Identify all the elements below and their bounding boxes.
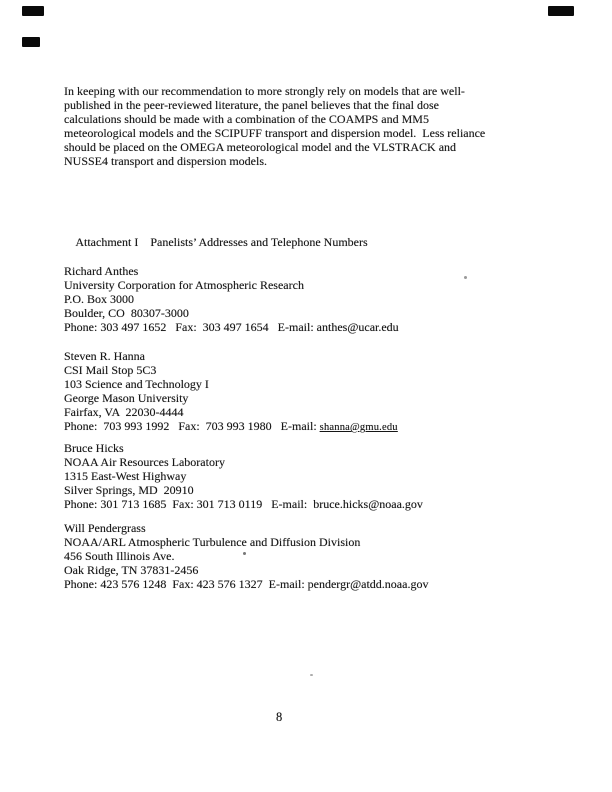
contact-name: Bruce Hicks — [64, 441, 124, 455]
scan-artifact-mark — [548, 6, 574, 16]
contact-name: Steven R. Hanna — [64, 349, 145, 363]
paragraph-line: NUSSE4 transport and dispersion models. — [64, 154, 267, 168]
contact-block — [64, 264, 399, 334]
contact-phone-line: Phone: 303 497 1652 Fax: 303 497 1654 E-mail: anthes@ucar.edu — [64, 320, 399, 334]
paragraph-line: should be placed on the OMEGA meteorological model and the VLSTRACK and — [64, 140, 457, 154]
contact-phone-line: Phone: 423 576 1248 Fax: 423 576 1327 E-mail: pendergr@atdd.noaa.gov — [64, 577, 429, 591]
contact-phone-line — [64, 419, 398, 435]
contact-block — [64, 349, 398, 435]
contact-address-line: NOAA Air Resources Laboratory — [64, 455, 225, 469]
contact-address-line: George Mason University — [64, 391, 189, 405]
paragraph-line: meteorological models and the SCIPUFF transport and dispersion model. Less reliance — [64, 126, 486, 140]
scan-artifact-dot — [310, 674, 313, 676]
paragraph-line: published in the peer-reviewed literature, the panel believes that the final dose — [64, 98, 439, 112]
paragraph-line: In keeping with our recommendation to more strongly rely on models that are well- — [64, 84, 465, 98]
contact-address-line: P.O. Box 3000 — [64, 292, 135, 306]
contact-phone-line: Phone: 301 713 1685 Fax: 301 713 0119 E-mail: bruce.hicks@noaa.gov — [64, 497, 423, 511]
attachment-heading — [64, 221, 368, 263]
scan-artifact-mark — [22, 37, 40, 47]
paragraph-line: calculations should be made with a combination of the COAMPS and MM5 — [64, 112, 429, 126]
scan-artifact-mark — [22, 6, 44, 16]
contact-address-line: Fairfax, VA 22030-4444 — [64, 405, 184, 419]
contact-address-line: NOAA/ARL Atmospheric Turbulence and Diffusion Division — [64, 535, 361, 549]
contact-block — [64, 521, 428, 591]
contact-name: Richard Anthes — [64, 264, 139, 278]
attachment-title: Panelists’ Addresses and Telephone Numbers — [150, 235, 368, 249]
contact-name: Will Pendergrass — [64, 521, 146, 535]
recommendation-paragraph — [64, 84, 485, 168]
attachment-label: Attachment I — [75, 235, 139, 249]
contact-address-line: 103 Science and Technology I — [64, 377, 209, 391]
contact-address-line: 456 South Illinois Ave. — [64, 549, 175, 563]
contact-address-line: 1315 East-West Highway — [64, 469, 187, 483]
contact-block — [64, 441, 423, 511]
phone-fax-text: Phone: 703 993 1992 Fax: 703 993 1980 E-mail: — [64, 419, 320, 433]
page-number: 8 — [276, 710, 283, 724]
contact-address-line: Silver Springs, MD 20910 — [64, 483, 194, 497]
contact-address-line: CSI Mail Stop 5C3 — [64, 363, 157, 377]
contact-email: shanna@gmu.edu — [319, 422, 398, 433]
scan-artifact-dot — [464, 276, 467, 279]
contact-address-line: Oak Ridge, TN 37831-2456 — [64, 563, 199, 577]
contact-address-line: University Corporation for Atmospheric Research — [64, 278, 304, 292]
contact-address-line: Boulder, CO 80307-3000 — [64, 306, 189, 320]
